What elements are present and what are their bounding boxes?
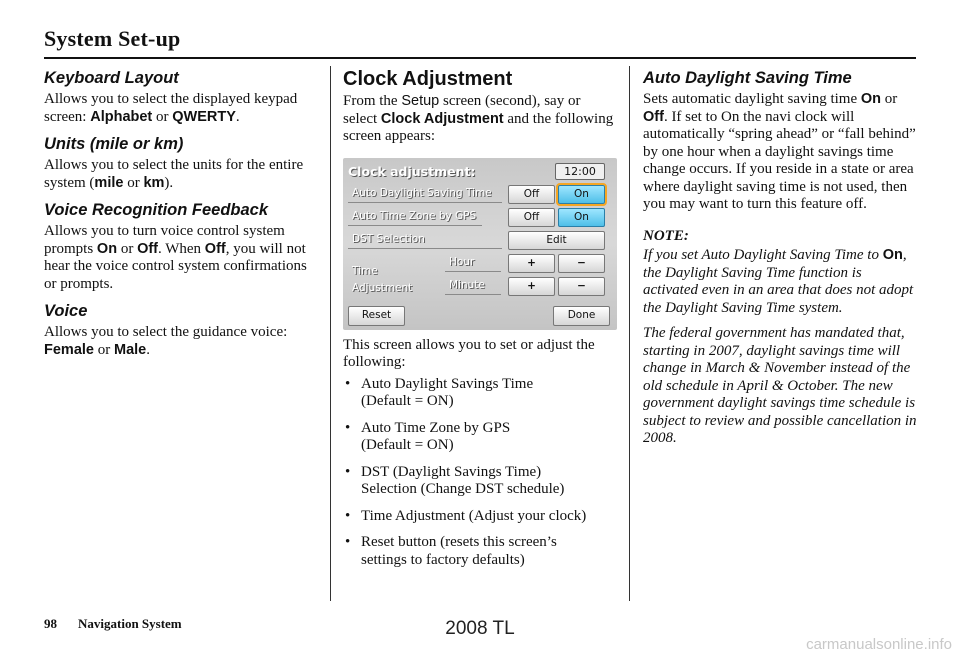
voice-heading: Voice bbox=[44, 302, 88, 320]
list-item: • Reset button (resets this screen’s settings to factory defaults) bbox=[343, 534, 618, 569]
note-text-2: The federal government has mandated that, starting in 2007, daylight savings time will change in March & November instead of the old schedule in April & October. The new government daylight savings time schedule is subject to review and possible cancellation in 2008. bbox=[643, 325, 917, 446]
clock-intro-text: From the Setup screen (second), say or select Clock Adjustment and the following screen appears: bbox=[343, 93, 614, 144]
auto-dst-text: Sets automatic daylight saving time On or Off. If set to On the navi clock will automatically “spring ahead” or “fall behind” by one hour when a daylight savings time change occurs. If you reside in a state or area where daylight saving time is not used, then you may want to turn this feature off. bbox=[643, 91, 916, 212]
column-left bbox=[44, 64, 322, 367]
auto-tz-off-button[interactable]: Off bbox=[508, 208, 555, 227]
page-title: System Set-up bbox=[44, 26, 181, 51]
list-item: • Time Adjustment (Adjust your clock) bbox=[343, 508, 618, 526]
auto-dst-heading: Auto Daylight Saving Time bbox=[643, 69, 852, 87]
screen-clock-display: 12:00 bbox=[555, 163, 605, 180]
footer-section: Navigation System bbox=[78, 616, 182, 631]
dst-edit-button[interactable]: Edit bbox=[508, 231, 605, 250]
auto-tz-on-button[interactable]: On bbox=[558, 208, 605, 227]
column-middle bbox=[343, 64, 618, 578]
hour-plus-button[interactable]: + bbox=[508, 254, 555, 273]
hour-minus-button[interactable]: − bbox=[558, 254, 605, 273]
row-auto-dst: Auto Daylight Saving Time bbox=[348, 185, 502, 203]
keyboard-layout-text: Allows you to select the displayed keypad screen: Alphabet or QWERTY. bbox=[44, 91, 298, 125]
minute-minus-button[interactable]: − bbox=[558, 277, 605, 296]
keyboard-layout-heading: Keyboard Layout bbox=[44, 69, 179, 87]
clock-feature-list bbox=[343, 376, 618, 570]
clock-adjustment-screen bbox=[343, 158, 617, 330]
site-watermark: carmanualsonline.info bbox=[806, 636, 952, 653]
row-time-adjustment: Time Adjustment bbox=[352, 264, 413, 294]
clock-after-text: This screen allows you to set or adjust the following: bbox=[343, 336, 595, 370]
voice-feedback-heading: Voice Recognition Feedback bbox=[44, 201, 269, 219]
model-watermark: 2008 TL bbox=[445, 618, 515, 639]
note-heading: NOTE: bbox=[643, 227, 689, 244]
page-number: 98 bbox=[44, 616, 57, 631]
clock-adjustment-heading: Clock Adjustment bbox=[343, 68, 513, 90]
column-divider-1 bbox=[330, 66, 331, 601]
voice-text: Allows you to select the guidance voice: Female or Male. bbox=[44, 324, 288, 358]
voice-feedback-text: Allows you to turn voice control system prompts On or Off. When Off, you will not hear the voice control system confirmations or prompts. bbox=[44, 223, 307, 292]
note-text-1: If you set Auto Daylight Saving Time to On, the Daylight Saving Time function is activated even in an area that does not adopt the Daylight Saving Time system. bbox=[643, 247, 914, 316]
done-button[interactable]: Done bbox=[553, 306, 610, 326]
reset-button[interactable]: Reset bbox=[348, 306, 405, 326]
auto-dst-on-button[interactable]: On bbox=[558, 185, 605, 204]
column-right bbox=[643, 64, 918, 456]
auto-dst-off-button[interactable]: Off bbox=[508, 185, 555, 204]
units-text: Allows you to select the units for the entire system (mile or km). bbox=[44, 157, 304, 191]
list-item: • Auto Daylight Savings Time (Default = ON) bbox=[343, 376, 618, 411]
row-auto-timezone: Auto Time Zone by GPS bbox=[348, 208, 482, 226]
units-heading: Units (mile or km) bbox=[44, 135, 184, 153]
list-item: • DST (Daylight Savings Time) Selection (Change DST schedule) bbox=[343, 464, 618, 499]
list-item: • Auto Time Zone by GPS (Default = ON) bbox=[343, 420, 618, 455]
screen-title: Clock adjustment: bbox=[348, 163, 476, 179]
minute-plus-button[interactable]: + bbox=[508, 277, 555, 296]
header-rule bbox=[44, 57, 916, 59]
hour-label: Hour bbox=[445, 254, 501, 272]
column-divider-2 bbox=[629, 66, 630, 601]
row-dst-selection: DST Selection bbox=[348, 231, 502, 249]
minute-label: Minute bbox=[445, 277, 501, 295]
